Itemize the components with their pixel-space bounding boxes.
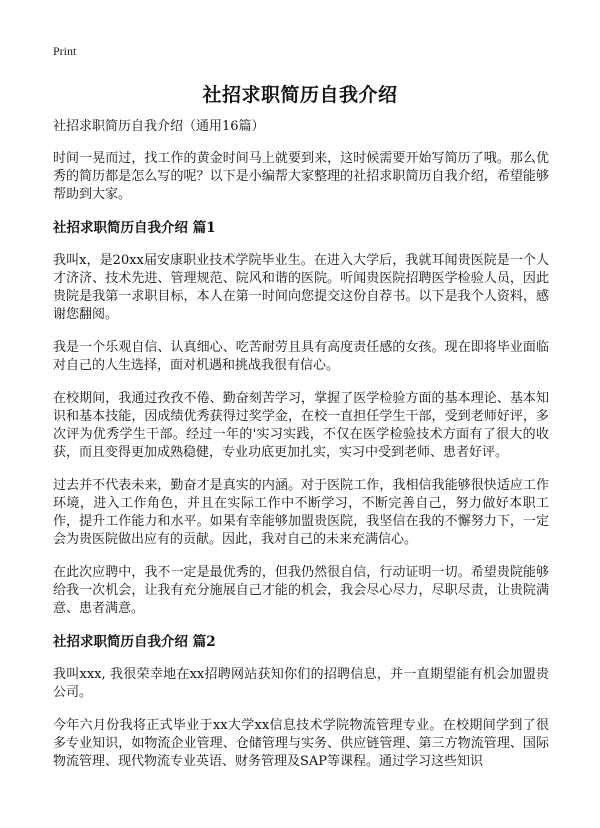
intro-paragraph: 时间一晃而过，找工作的黄金时间马上就要到来，这时候需要开始写简历了哦。那么优秀的简历都是怎么写的呢？以下是小编帮大家整理的社招求职简历自我介绍，希望能够帮助到大家。 [53, 151, 549, 202]
page-title: 社招求职简历自我介绍 [202, 84, 398, 106]
section-1-paragraph-3: 在校期间，我通过孜孜不倦、勤奋刻苦学习，掌握了医学检验方面的基本理论、基本知识和基本技能，因成绩优秀获得过奖学金，在校一直担任学生干部，受到老师好评，多次评为优秀学生干部。经过一年的'实习实践，不仅在医学检验技术方面有了很大的收获，而且变得更加成熟稳健，专业功底更加扎实，实习中受到老师、患者好评。 [53, 391, 549, 460]
section-2-paragraph-2: 今年六月份我将正式毕业于xx大学xx信息技术学院物流管理专业。在校期间学到了很多专业知识，如物流企业管理、仓储管理与实务、供应链管理、第三方物流管理、国际物流管理、现代物流专业英语、财务管理及SAP等课程。通过学习这些知识 [53, 718, 549, 769]
section-1-paragraph-2: 我是一个乐观自信、认真细心、吃苦耐劳且具有高度责任感的女孩。现在即将毕业面临对自己的人生选择，面对机遇和挑战我很有信心。 [53, 340, 549, 373]
section-heading-2: 社招求职简历自我介绍 篇2 [53, 634, 216, 650]
document-body [53, 118, 549, 786]
document-subtitle: 社招求职简历自我介绍（通用16篇） [53, 119, 265, 134]
section-1-paragraph-5: 在此次应聘中，我不一定是最优秀的，但我仍然很自信，行动证明一切。希望贵院能够给我一次机会，让我有充分施展自己才能的机会，我会尽心尽力，尽职尽责，让贵院满意、患者满意。 [53, 565, 549, 616]
section-2-paragraph-1: 我叫xxx, 我很荣幸地在xx招聘网站获知你们的招聘信息，并一直期望能有机会加盟贵公司。 [53, 667, 549, 700]
section-1-paragraph-1: 我叫x，是20xx届安康职业技术学院毕业生。在进入大学后，我就耳闻贵医院是一个人才济济、技术先进、管理规范、院风和谐的医院。听闻贵医院招聘医学检验人员，因此贵院是我第一求职目标，本人在第一时间向您提交这份自荐书。以下是我个人资料，感谢您翻阅。 [53, 253, 549, 322]
print-link[interactable]: Print [53, 44, 77, 58]
section-heading-1: 社招求职简历自我介绍 篇1 [53, 220, 216, 236]
section-1-paragraph-4: 过去并不代表未来，勤奋才是真实的内涵。对于医院工作，我相信我能够很快适应工作环境，进入工作角色，并且在实际工作中不断学习，不断完善自己，努力做好本职工作，提升工作能力和水平。如果有幸能够加盟贵医院，我坚信在我的不懈努力下，一定会为贵医院做出应有的贡献。因此，我对自己的未来充满信心。 [53, 478, 549, 547]
